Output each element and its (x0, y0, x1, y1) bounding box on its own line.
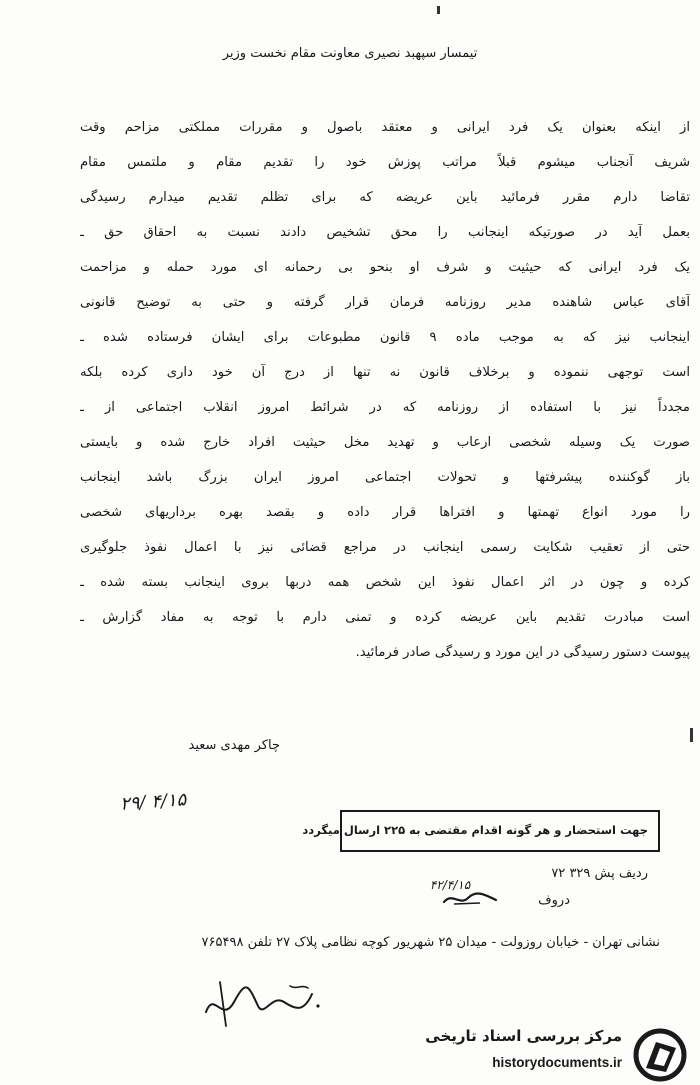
referral-stamp (302, 810, 660, 852)
archive-watermark (412, 1025, 694, 1083)
handwritten-date: ۲۹/ ۴/۱۵ (119, 789, 187, 815)
registration-date: ۴۲/۴/۱۵ (429, 878, 471, 892)
watermark-site: historydocuments.ir (492, 1055, 622, 1070)
body-line: شریف آنجناب میشوم قبلاً مراتب پوزش خود را تقدیم مقام و ملتمس مقام (80, 155, 690, 170)
body-line: اینجانب نیز که به موجب ماده ۹ قانون مطبوعات برای ایشان فرستاده شده ـ (80, 330, 690, 345)
sender-address: نشانی تهران - خیابان روزولت - میدان ۲۵ شهریور کوچه نظامی پلاک ۲۷ تلفن ۷۶۵۴۹۸ (201, 935, 660, 950)
body-line: یک فرد ایرانی که حیثیت و شرف او بنحو بی رحمانه ای مورد حمله و مزاحمت (80, 260, 690, 275)
body-line: است مبادرت تقدیم باین عریضه کرده و تمنی دارم با توجه به مفاد گزارش ـ (80, 610, 690, 625)
registration-office: دروف (538, 893, 570, 908)
handwritten-mark (440, 890, 500, 908)
body-line: کرده و چون در اثر اعمال نفوذ این شخص همه دربها بروی اینجانب بسته شده ـ (80, 575, 690, 590)
referral-stamp-text: جهت استحضار و هر گونه اقدام مقتضی به ۲۲۵ ارسال میگردد (302, 823, 648, 837)
document-body (80, 110, 690, 670)
scan-speck (437, 6, 440, 14)
body-line: آقای عباس شاهنده مدیر روزنامه فرمان قرار گرفته و حتی به توضیح قانونی (80, 295, 690, 310)
body-line: تقاضا دارم مقرر فرمائید باین عریضه که برای تظلم تقدیم میدارم رسیدگی (80, 190, 690, 205)
body-line: صورت یک وسیله شخصی ارعاب و تهدید مخل حیثیت افراد خارج شده و بایستی (80, 435, 690, 450)
body-line: است توجهی ننموده و برخلاف قانون نه تنها از درج آن خود داری کرده بلکه (80, 365, 690, 380)
archive-logo-icon (632, 1028, 688, 1082)
scan-speck (690, 728, 693, 742)
body-line: پیوست دستور رسیدگی در این مورد و رسیدگی صادر فرمائید. (355, 645, 690, 660)
body-line: بعمل آید در صورتیکه اینجانب را محق تشخیص دادند نسبت به احقاق حق ـ (80, 225, 690, 240)
body-line: را مورد انواع تهمتها و افتراها قرار داده و بقصد بهره برداریهای شخصی (80, 505, 690, 520)
body-line: مجدداً نیز با استفاده از روزنامه که در شرائط امروز انقلاب اجتماعی از ـ (80, 400, 690, 415)
body-line: حتی از تعقیب شکایت رسمی اینجانب در مراجع قضائی نیز با اعمال نفوذ جلوگیری (80, 540, 690, 555)
watermark-title: مرکز بررسی اسناد تاریخی (425, 1027, 622, 1045)
body-line: باز گوکننده پیشرفتها و تحولات اجتماعی امروز ایران بزرگ باشد اینجانب (80, 470, 690, 485)
handwritten-signature (200, 972, 330, 1032)
registration-number: ردیف پش ۳۲۹ ۷۲ (551, 866, 648, 881)
document-header: تیمسار سپهبد نصیری معاونت مقام نخست وزیر (222, 46, 478, 61)
signer-name: چاکر مهدی سعید (188, 738, 280, 753)
body-line: از اینکه بعنوان یک فرد ایرانی و معتقد باصول و مقررات مملکتی مزاحم وقت (80, 120, 690, 135)
